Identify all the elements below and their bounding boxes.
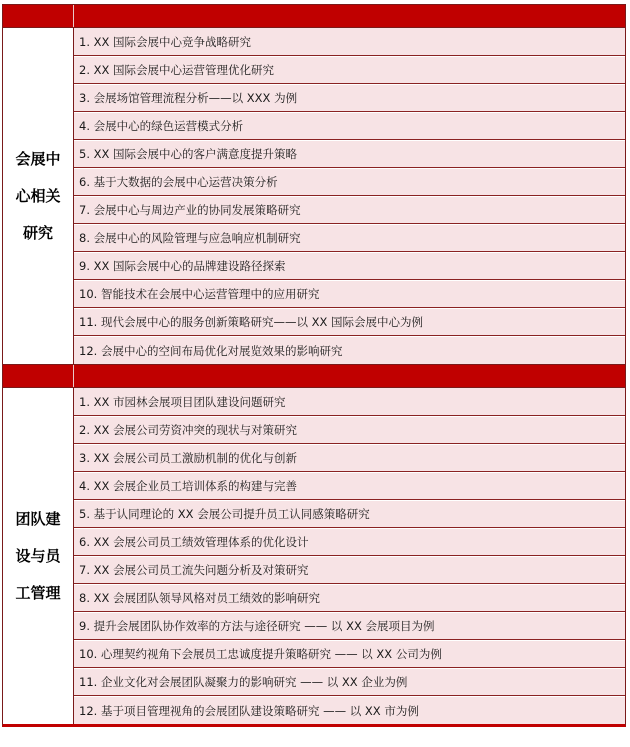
topic-item: 7. XX 会展公司员工流失问题分析及对策研究 (74, 556, 625, 584)
topic-item: 8. 会展中心的风险管理与应急响应机制研究 (74, 224, 625, 252)
section-header-bar (3, 365, 625, 388)
topic-item: 3. 会展场馆管理流程分析——以 XXX 为例 (74, 84, 625, 112)
topic-item: 4. 会展中心的绿色运营模式分析 (74, 112, 625, 140)
category-cell (3, 388, 74, 724)
topic-item: 2. XX 国际会展中心运营管理优化研究 (74, 56, 625, 84)
topic-item: 3. XX 会展公司员工激励机制的优化与创新 (74, 444, 625, 472)
topic-item: 11. 现代会展中心的服务创新策略研究——以 XX 国际会展中心为例 (74, 308, 625, 336)
topic-item: 5. 基于认同理论的 XX 会展公司提升员工认同感策略研究 (74, 500, 625, 528)
topic-item: 6. 基于大数据的会展中心运营决策分析 (74, 168, 625, 196)
topic-item: 9. 提升会展团队协作效率的方法与途径研究 —— 以 XX 会展项目为例 (74, 612, 625, 640)
topic-item: 9. XX 国际会展中心的品牌建设路径探索 (74, 252, 625, 280)
topic-item: 1. XX 国际会展中心竞争战略研究 (74, 28, 625, 56)
section-header-bar (3, 5, 625, 28)
topic-item: 4. XX 会展企业员工培训体系的构建与完善 (74, 472, 625, 500)
category-label: 团队建设与员工管理 (15, 509, 61, 602)
category-label: 会展中心相关研究 (15, 149, 61, 242)
section-team-building (2, 364, 626, 727)
topic-item: 10. 智能技术在会展中心运营管理中的应用研究 (74, 280, 625, 308)
topic-item: 7. 会展中心与周边产业的协同发展策略研究 (74, 196, 625, 224)
topic-table (2, 4, 626, 727)
topic-item: 11. 企业文化对会展团队凝聚力的影响研究 —— 以 XX 企业为例 (74, 668, 625, 696)
topic-item: 2. XX 会展公司劳资冲突的现状与对策研究 (74, 416, 625, 444)
topic-list (74, 28, 625, 364)
topic-item: 5. XX 国际会展中心的客户满意度提升策略 (74, 140, 625, 168)
topic-list (74, 388, 625, 724)
topic-item: 12. 会展中心的空间布局优化对展览效果的影响研究 (74, 336, 625, 364)
topic-item: 12. 基于项目管理视角的会展团队建设策略研究 —— 以 XX 市为例 (74, 696, 625, 724)
category-cell (3, 28, 74, 364)
topic-item: 10. 心理契约视角下会展员工忠诚度提升策略研究 —— 以 XX 公司为例 (74, 640, 625, 668)
section-exhibition-center (2, 4, 626, 364)
topic-item: 8. XX 会展团队领导风格对员工绩效的影响研究 (74, 584, 625, 612)
topic-item: 6. XX 会展公司员工绩效管理体系的优化设计 (74, 528, 625, 556)
topic-item: 1. XX 市园林会展项目团队建设问题研究 (74, 388, 625, 416)
